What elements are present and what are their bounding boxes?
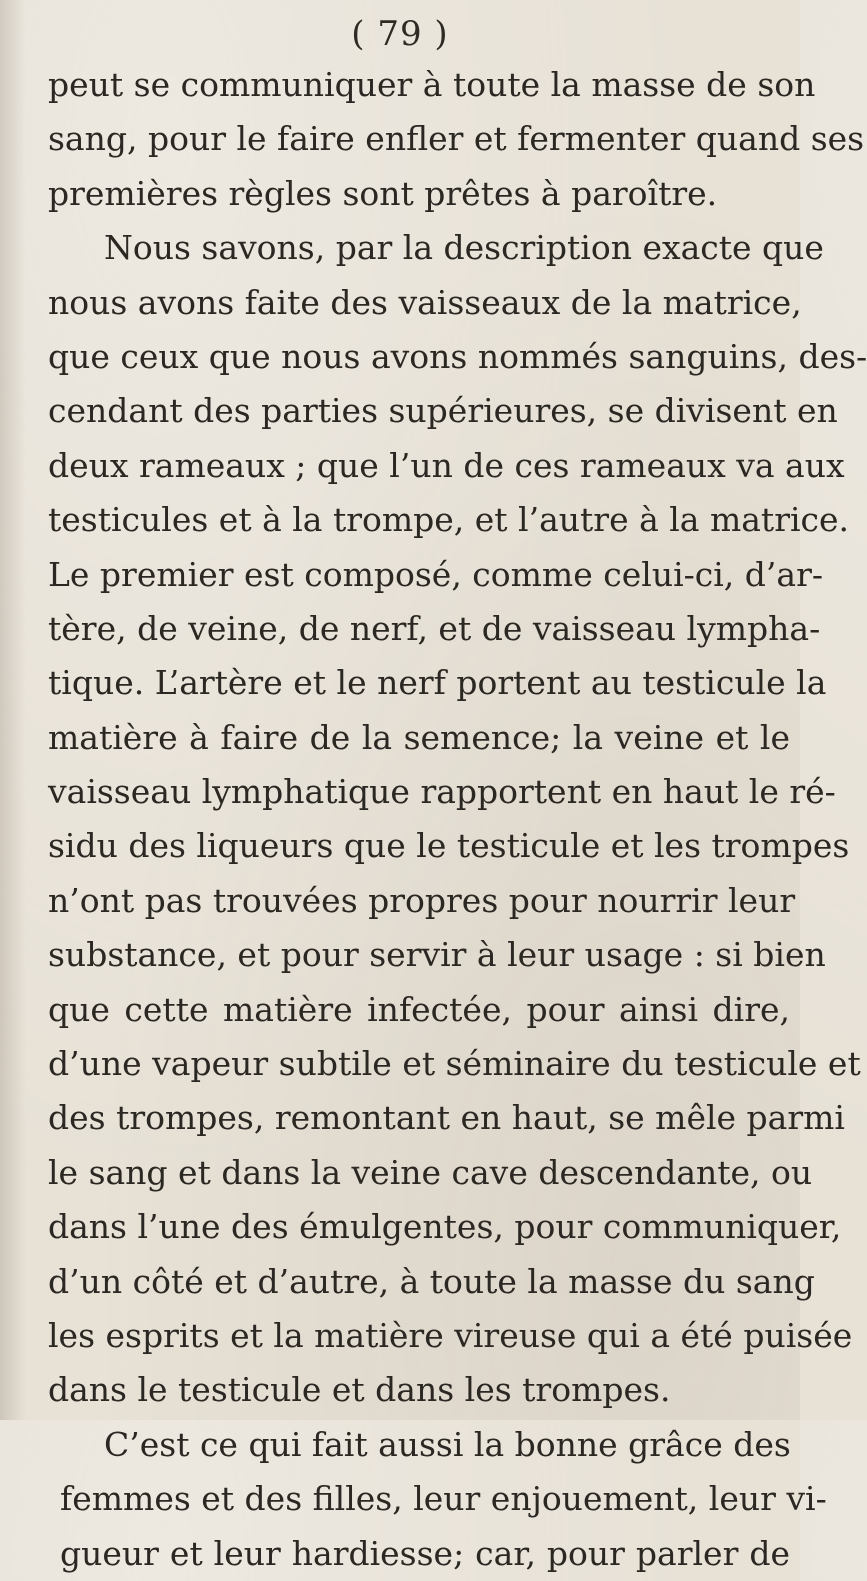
text-line: que ceux que nous avons nommés sanguins, des-: [48, 336, 867, 376]
text-line: matière à faire de la semence; la veine et le: [48, 717, 790, 757]
page-edge-shadow: [0, 0, 26, 1420]
text-line: tère, de veine, de nerf, et de vaisseau lympha-: [48, 608, 821, 648]
text-line: substance, et pour servir à leur usage : si bien: [48, 935, 826, 975]
page-number: ( 79 ): [351, 14, 449, 54]
text-line: le sang et dans la veine cave descendante, ou: [48, 1152, 813, 1192]
text-line: que cette matière infectée, pour ainsi dire,: [48, 989, 790, 1029]
text-line: gueur et leur hardiesse; car, pour parler de: [60, 1533, 790, 1573]
text-line: dans le testicule et dans les trompes.: [48, 1370, 671, 1410]
text-line: les esprits et la matière vireuse qui a été puisée: [48, 1315, 853, 1355]
text-line: peut se communiquer à toute la masse de son: [48, 65, 816, 104]
text-line: sang, pour le faire enfler et fermenter quand ses: [48, 119, 865, 159]
text-line: deux rameaux ; que l’un de ces rameaux va aux: [48, 445, 845, 485]
text-line: Le premier est composé, comme celui-ci, d’ar-: [48, 554, 824, 594]
text-line: tique. L’artère et le nerf portent au testicule la: [48, 663, 827, 703]
text-line: femmes et des filles, leur enjouement, leur vi-: [60, 1479, 827, 1519]
text-line: premières règles sont prêtes à paroître.: [48, 173, 718, 213]
text-line: C’est ce qui fait aussi la bonne grâce des: [104, 1424, 791, 1464]
text-line: d’une vapeur subtile et séminaire du testicule et: [48, 1044, 861, 1084]
text-line: dans l’une des émulgentes, pour communiquer,: [48, 1207, 842, 1247]
text-line: des trompes, remontant en haut, se mêle parmi: [48, 1098, 845, 1138]
text-line: testicules et à la trompe, et l’autre à la matrice.: [48, 500, 850, 540]
text-line: Nous savons, par la description exacte que: [104, 228, 824, 268]
body-text: [48, 58, 867, 1581]
text-line: d’un côté et d’autre, à toute la masse du sang: [48, 1261, 815, 1301]
text-line: n’ont pas trouvées propres pour nourrir leur: [48, 880, 796, 920]
text-line: cendant des parties supérieures, se divisent en: [48, 391, 838, 431]
text-line: vaisseau lymphatique rapportent en haut le ré-: [48, 772, 836, 812]
text-line: nous avons faite des vaisseaux de la matrice,: [48, 282, 802, 322]
text-line: sidu des liqueurs que le testicule et les trompes: [48, 826, 850, 866]
